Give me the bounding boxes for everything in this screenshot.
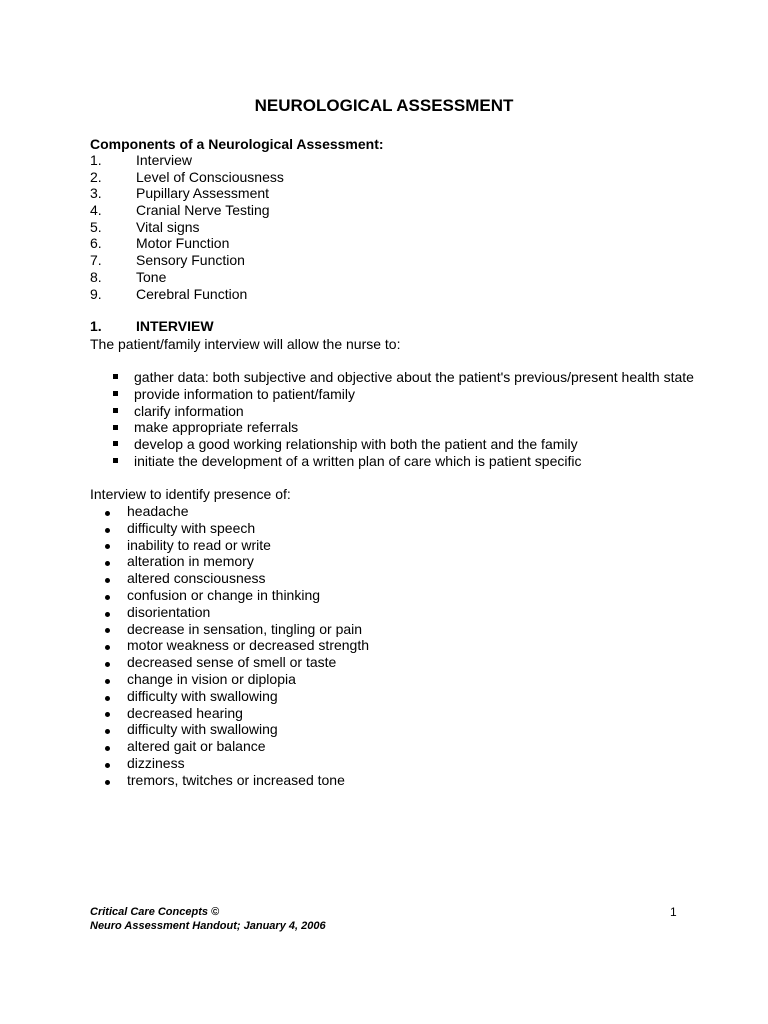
round-bullet-icon xyxy=(105,528,110,533)
footer-line-handout: Neuro Assessment Handout; January 4, 2006 xyxy=(90,920,326,932)
symptom-item xyxy=(104,503,369,520)
symptom-text: headache xyxy=(127,503,189,519)
component-number: 6. xyxy=(90,235,102,252)
symptom-item xyxy=(104,553,369,570)
goal-item xyxy=(110,436,694,453)
section-title: INTERVIEW xyxy=(136,318,214,334)
symptom-text: inability to read or write xyxy=(127,536,271,553)
symptom-text: alteration in memory xyxy=(127,553,254,570)
symptom-item xyxy=(104,604,369,621)
symptom-text: difficulty with swallowing xyxy=(127,687,278,704)
symptom-text: tremors, twitches or increased tone xyxy=(127,771,345,788)
symptom-text: decreased hearing xyxy=(127,704,243,721)
component-label: Level of Consciousness xyxy=(136,168,284,185)
symptom-item xyxy=(104,654,369,671)
square-bullet-icon xyxy=(113,391,118,396)
square-bullet-icon xyxy=(113,425,118,430)
component-item xyxy=(90,185,284,202)
goal-text: initiate the development of a written plan of care which is patient specific xyxy=(134,452,582,469)
symptom-item xyxy=(104,621,369,638)
symptom-item xyxy=(104,671,369,688)
goal-item xyxy=(110,386,694,403)
component-label: Motor Function xyxy=(136,235,230,252)
symptom-item xyxy=(104,755,369,772)
component-item xyxy=(90,169,284,186)
symptom-text: altered gait or balance xyxy=(127,738,266,755)
component-item xyxy=(90,152,284,169)
symptom-text: motor weakness or decreased strength xyxy=(127,637,370,654)
symptom-text: difficulty with swallowing xyxy=(127,721,278,738)
symptom-item xyxy=(104,705,369,722)
symptom-text: altered consciousness xyxy=(127,570,266,587)
round-bullet-icon xyxy=(105,511,110,516)
round-bullet-icon xyxy=(105,662,110,667)
goal-text: gather data: both subjective and objective about the patient's previous/present health state xyxy=(134,369,694,385)
component-label: Cerebral Function xyxy=(136,285,248,302)
square-bullet-icon xyxy=(113,441,118,446)
component-item xyxy=(90,219,284,236)
round-bullet-icon xyxy=(105,696,110,701)
symptom-text: change in vision or diplopia xyxy=(127,670,296,687)
round-bullet-icon xyxy=(105,595,110,600)
component-item xyxy=(90,202,284,219)
symptom-item xyxy=(104,520,369,537)
goal-text: clarify information xyxy=(134,402,244,419)
component-number: 9. xyxy=(90,285,102,302)
component-number: 8. xyxy=(90,268,102,285)
goal-item xyxy=(110,419,694,436)
interview-intro: The patient/family interview will allow the nurse to: xyxy=(90,336,401,352)
goal-text: provide information to patient/family xyxy=(134,385,355,402)
round-bullet-icon xyxy=(105,679,110,684)
goal-item xyxy=(110,453,694,470)
round-bullet-icon xyxy=(105,561,110,566)
footer xyxy=(90,905,326,933)
symptom-item xyxy=(104,688,369,705)
components-list xyxy=(90,152,284,302)
square-bullet-icon xyxy=(113,408,118,413)
component-number: 2. xyxy=(90,168,102,185)
goal-text: make appropriate referrals xyxy=(134,419,299,436)
round-bullet-icon xyxy=(105,729,110,734)
component-label: Sensory Function xyxy=(136,252,245,269)
symptom-item xyxy=(104,537,369,554)
symptom-item xyxy=(104,637,369,654)
round-bullet-icon xyxy=(105,746,110,751)
symptom-item xyxy=(104,738,369,755)
symptoms-list xyxy=(104,503,369,789)
component-number: 4. xyxy=(90,202,102,219)
component-label: Pupillary Assessment xyxy=(136,185,270,202)
component-label: Interview xyxy=(136,152,193,168)
symptom-item xyxy=(104,587,369,604)
symptom-text: dizziness xyxy=(127,754,185,771)
round-bullet-icon xyxy=(105,612,110,617)
page-number: 1 xyxy=(670,905,677,919)
round-bullet-icon xyxy=(105,780,110,785)
component-number: 1. xyxy=(90,152,102,168)
symptom-item xyxy=(104,772,369,789)
symptom-text: difficulty with speech xyxy=(127,519,256,536)
round-bullet-icon xyxy=(105,645,110,650)
component-number: 5. xyxy=(90,218,102,235)
component-item xyxy=(90,252,284,269)
round-bullet-icon xyxy=(105,578,110,583)
square-bullet-icon xyxy=(113,458,118,463)
component-label: Vital signs xyxy=(136,218,200,235)
symptom-text: decreased sense of smell or taste xyxy=(127,654,337,671)
component-item xyxy=(90,269,284,286)
component-number: 3. xyxy=(90,185,102,202)
symptom-item xyxy=(104,721,369,738)
identify-label: Interview to identify presence of: xyxy=(90,486,291,502)
goal-text: develop a good working relationship with both the patient and the family xyxy=(134,436,578,453)
symptom-text: decrease in sensation, tingling or pain xyxy=(127,620,363,637)
page-title: NEUROLOGICAL ASSESSMENT xyxy=(254,96,514,115)
component-number: 7. xyxy=(90,252,102,269)
square-bullet-icon xyxy=(113,374,118,379)
interview-goals-list xyxy=(110,369,694,470)
round-bullet-icon xyxy=(105,763,110,768)
symptom-text: confusion or change in thinking xyxy=(127,586,321,603)
symptom-item xyxy=(104,570,369,587)
round-bullet-icon xyxy=(105,628,110,633)
footer-line-copyright: Critical Care Concepts © xyxy=(90,906,220,918)
interview-section-heading xyxy=(90,318,214,335)
goal-item xyxy=(110,403,694,420)
symptom-text: disorientation xyxy=(127,603,211,620)
component-item xyxy=(90,286,284,303)
components-heading: Components of a Neurological Assessment: xyxy=(90,136,384,152)
round-bullet-icon xyxy=(105,544,110,549)
goal-item xyxy=(110,369,694,386)
component-item xyxy=(90,235,284,252)
component-label: Cranial Nerve Testing xyxy=(136,202,270,219)
section-number: 1. xyxy=(90,318,102,334)
round-bullet-icon xyxy=(105,712,110,717)
component-label: Tone xyxy=(136,268,167,285)
